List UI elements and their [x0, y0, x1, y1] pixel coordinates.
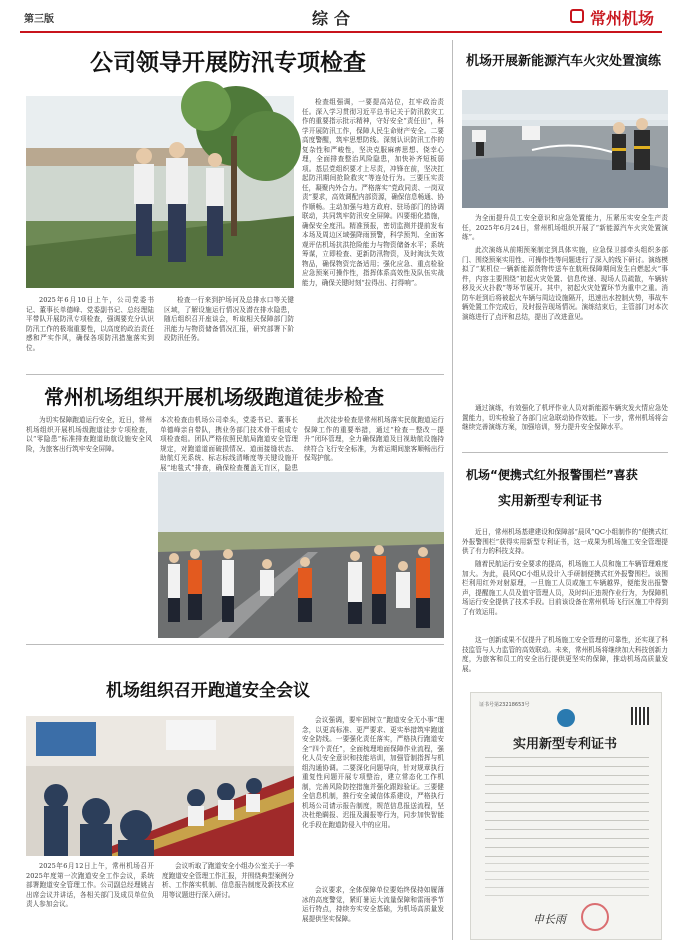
article4-rule: [462, 452, 668, 453]
article2-paragraph-2: 本次检查由机场公司牵头，党委书记、董事长单德峰亲自带队，携业务部门技术骨干组成专项检查组。团队严格依照民航局跑道安全管理规定，对跑道道面破损情况、道面接缝状态、助航灯光系统、标志标线清晰度等关键设施开展“地毯式”排查，确保检查覆盖无盲区，隐患: [160, 416, 298, 472]
article1-title: 公司领导开展防汛专项检查: [90, 50, 366, 76]
article4-paragraph-2: 此次演练从前期预案制定到具体实施，应急保卫部牵头组织多部门、围绕预案实用性、可操作性等问题进行了深入的线下研讨。演练模拟了“某机位一辆新能源货物传送车在航班保障期间发生自燃起火”事件，内容主要围绕“初起火灾处置、信息传递、现场人员疏散，车辆转移及灭火扑救”等环节展开。其中，初起火灾处置环节为重中之重。消防车赶到后将被起火车辆与周边设施隔开，迅速出水控制火势，事故车辆处置工作完成后，及时报告现场情况。演练结束后，主管部门对本次演练进行了点评和总结，提出了改进意见。: [462, 246, 668, 321]
article4-paragraph-3: 通过演练，有效强化了机坪作业人员对新能源车辆灾发火情应急处置能力，切实检验了各部门应急联动协作效能。下一步，常州机场将会继续完善演练方案，加强培训，努力提升安全保障水平。: [462, 404, 668, 431]
article5-paragraph-3: 这一创新成果不仅提升了机场施工安全管理的可靠性，还实现了科技监管与人力监管的高效联动。未来，常州机场将继续加大科技创新力度，为旅客和员工的安全出行提供更坚实的保障，推动机场高质量发展。: [462, 636, 668, 673]
article1-paragraph-1: 2025年6月10日上午，公司党委书记、董事长单德峰、党委副书记、总经理陆平带队开展防汛专项检查，强调要充分认识防汛工作的极端重要性，以高度的政治责任感和严实作风，确保各项防汛措施落实到位。: [26, 296, 154, 352]
article3-paragraph-3: 会议强调，要牢固树立“跑道安全无小事”理念，以更高标准、更严要求、更实举措筑牢跑道安全防线。一要强化责任落实，严格执行跑道安全“四个责任”，全面梳理地面保障作业流程，强化人员安全意识和技能培训，加强管制指挥与机组沟通协调。二要深化问题导向，针对规章执行重复性问题开展专项整治，建立常态化工作机制，完善风险防控措施并强化跟踪验证。三要健全信息机制，推行安全诚信体系建设，严格执行机场公司请示报告制度，规范信息报送流程，坚决杜绝瞒报、迟报及漏报等行为，同步加快智能化手段在跑道防侵入中的应用。: [302, 716, 444, 829]
certificate-number: 证书号第23218653号: [479, 702, 530, 708]
article1-paragraph-3: 检查组强调，一要提高站位，扛牢政治责任。深入学习贯彻习近平总书记关于防汛救灾工作的重要指示批示精神，守好安全“责任田”，科学开展防汛工作，保障人民生命财产安全。二要高度警醒，筑牢思想防线。深刻认识防汛工作的复杂性和严峻性，坚决克服麻痹思想、侥幸心理，全面排查整治风险隐患，加快补齐短板弱项。基层党组织要才上尽责，冲锋在前，坚决扛起防汛期间抢险救灾“等连处行为。三要压实责任，凝聚内外合力。严格落实“党政同责、一岗双责”要求，高效调配内部资源，确保信息畅通、协作顺畅。主动加强与地方政府、驻场部门的协调联动，共同筑牢防汛安全屏障。四要细化措施，确保安全度汛。精准预报，密切监测并提前发布本场及周边区域强降雨预警，科学预判、全面客观评估机场抗洪抢险能力与物资储备水平；系统筹谋，立即检查、更新防汛物资，及时淘汰失效物品，确保物资完备适用；强化应急、重点检验应急预案可操作性，指挥体系高效性及队伍实战能力，确保关键时刻“拉得出、打得响”。: [302, 98, 444, 287]
article3-paragraph-2: 会议听取了跑道安全小组办公室关于一季度跑道安全管理工作汇报，并围绕典型案例分析、工作落实机制、信息报告制度及新技术应用等议题进行深入研讨。: [162, 862, 294, 899]
article3-photo: [26, 716, 294, 856]
article5-paragraph-2: 随着民航运行安全要求的提高，机场施工人员和施工车辆管理难度加大。为此，晨风QC小组从设计入手研制便携式红外报警围栏。该围栏利用红外对射原理，一旦施工人员或施工车辆越界，便能发出报警声，提醒施工人员及值守管理人员，及时纠正违规作业行为，为保障机场运行安全提供了技术手段。目前该设备在常州机场飞行区施工中得到了有效运用。: [462, 560, 668, 616]
article4-photo: [462, 90, 668, 208]
article3-paragraph-4: 会议要求，全体保障单位要始终保持如履薄冰的高度警觉，紧盯暑运大流量保障和雷雨季节运行特点，持续夯实安全基础，为机场高质量发展提供坚实保障。: [302, 886, 444, 923]
article2-paragraph-3: 此次徒步检查是常州机场落实民航跑道运行保障工作的重要举措，通过“检查－整改－提升”闭环管理，全力确保跑道及目视助航设施持续符合飞行安全标准，为着运期间旅客顺畅出行保驾护航。: [304, 416, 444, 462]
article3-paragraph-1: 2025年6月12日上午，常州机场召开2025年度第一次跑道安全工作会议，系统部署跑道安全管理工作。公司副总经理姚吉出席会议并讲话，各相关部门及成员单位负责人参加会议。: [26, 862, 154, 908]
column-divider: [452, 40, 453, 940]
article2-photo: [158, 472, 444, 638]
certificate-title: 实用新型专利证书: [513, 737, 618, 752]
article5-paragraph-1: 近日，常州机场基建建设和保障部“晨风”QC小组制作的“便携式红外报警围栏”获得实用新型专利证书，这一成果为机场施工安全管理提供了有力的科技支持。: [462, 528, 668, 555]
certificate-text-lines: [485, 757, 649, 857]
certificate-signature: 申长雨: [533, 913, 566, 926]
article2-rule: [26, 644, 444, 645]
certificate-notes: [485, 863, 649, 903]
qr-code-icon: [631, 707, 649, 725]
patent-emblem-icon: [557, 709, 575, 727]
article1-rule: [26, 374, 444, 375]
article1-photo: [26, 96, 294, 288]
article5-title-line2: 实用新型专利证书: [498, 494, 603, 509]
official-seal-icon: [581, 903, 609, 931]
article2-paragraph-1: 为切实保障跑道运行安全，近日，常州机场组织开展机场级跑道徒步专项检查，以“零隐患”标准排查跑道助航设施安全风险，为旅客出行筑牢安全屏障。: [26, 416, 152, 453]
masthead-logo-icon: [570, 9, 584, 23]
article4-paragraph-1: 为全面提升员工安全意识和应急处置能力，压紧压实安全生产责任，2025年6月24日，常州机场组织开展了“新能源汽车火灾处置演练”。: [462, 214, 668, 241]
header-rule: [20, 31, 662, 33]
edition-label: 第三版: [24, 14, 54, 25]
article1-paragraph-2: 检查一行来到护场河及总排水口等关键区域，了解设施运行情况及潜在排水隐患，随后组织召开座谈会，听取相关保障部门防汛能力与物资储备情况汇报，研究部署下阶段防汛任务。: [164, 296, 294, 342]
article2-title: 常州机场组织开展机场级跑道徒步检查: [44, 385, 384, 409]
masthead: 常州机场: [590, 9, 655, 28]
article5-title-line1: 机场“便携式红外报警围栏”喜获: [466, 468, 638, 482]
article4-title: 机场开展新能源汽车火灾处置演练: [466, 54, 662, 69]
section-title: 综合: [312, 9, 357, 28]
article3-title: 机场组织召开跑道安全会议: [106, 681, 310, 701]
patent-certificate: [470, 692, 662, 940]
